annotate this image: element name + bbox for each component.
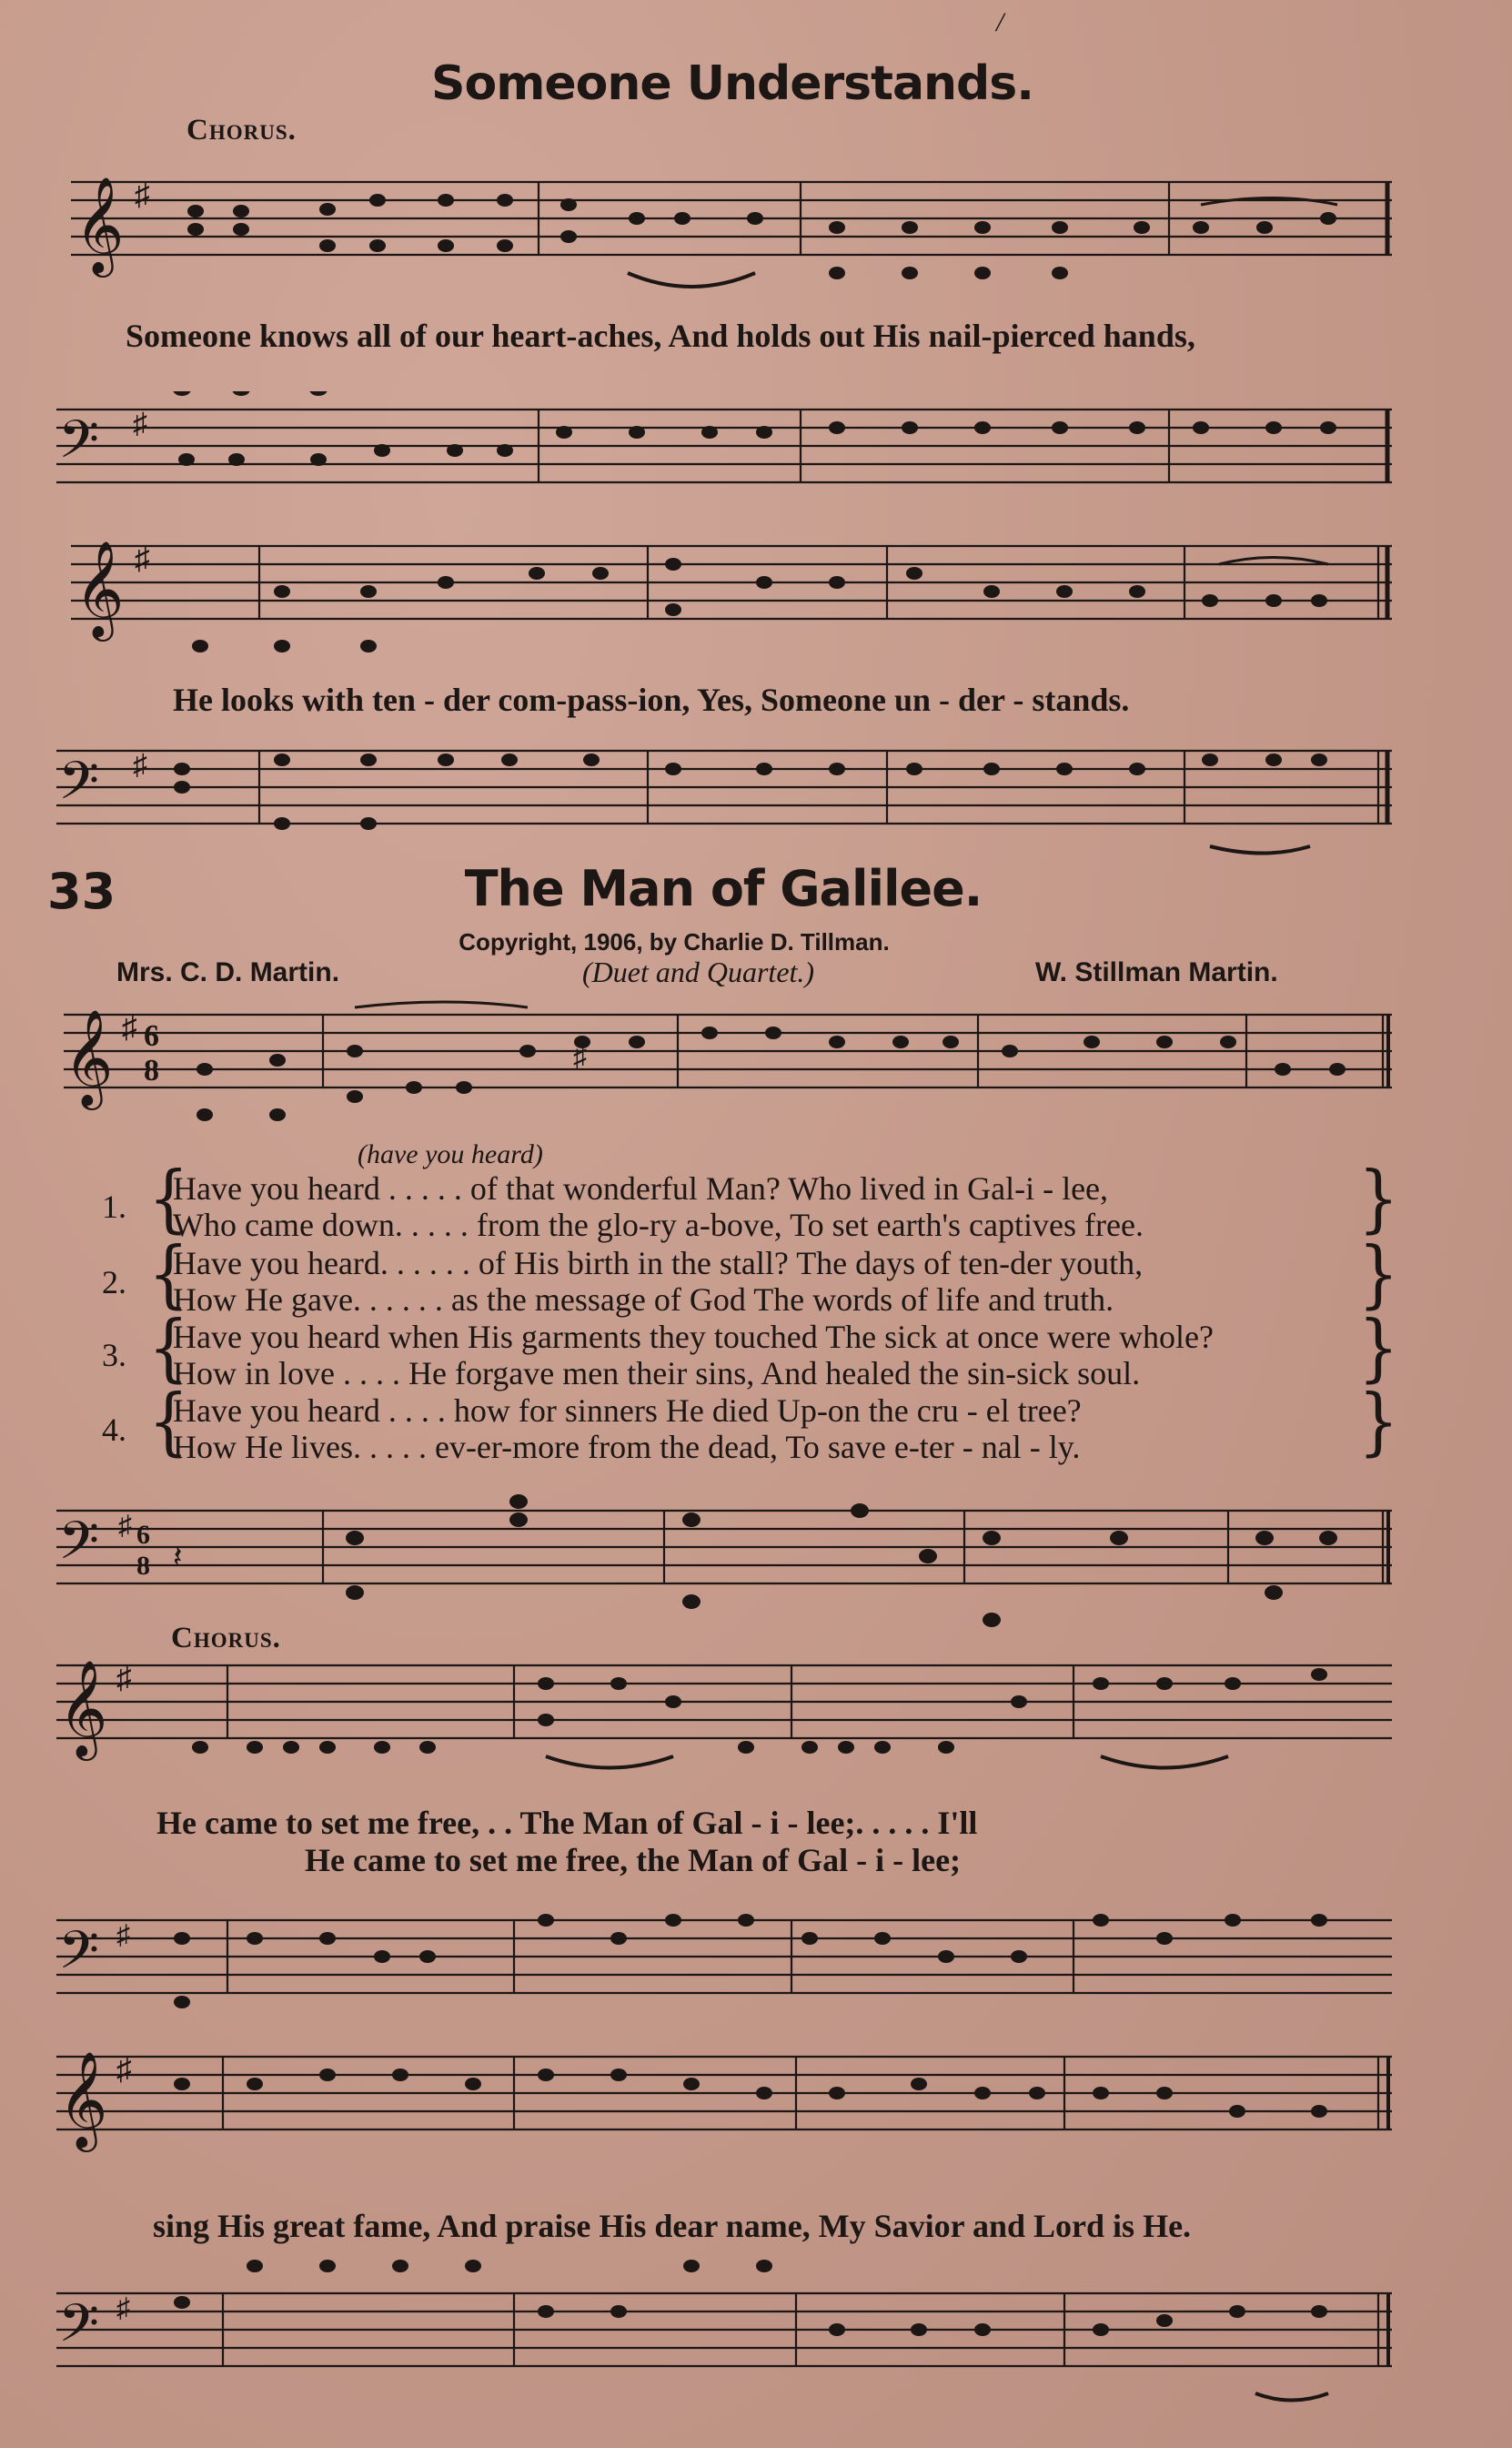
hymn-a-chorus-label: Chorus. [186, 114, 297, 147]
echo-note: (have you heard) [358, 1139, 543, 1169]
brace-verse-3-right: } [1358, 1304, 1399, 1391]
arrangement-note: (Duet and Quartet.) [582, 956, 815, 988]
svg-text:𝄞: 𝄞 [58, 1659, 108, 1756]
svg-text:♯: ♯ [118, 1511, 132, 1541]
music-staff-treble [0, 996, 1512, 1151]
music-staff-bass [0, 1474, 1512, 1629]
lyricist-credit: Mrs. C. D. Martin. [116, 957, 340, 987]
verse-2-line-1: Have you heard. . . . . . of His birth in the stall? The days of ten-der youth, [173, 1245, 1144, 1281]
brace-verse-1: { [148, 1155, 189, 1242]
svg-text:𝄞: 𝄞 [75, 176, 125, 273]
svg-text:8: 8 [136, 1551, 150, 1581]
svg-text:𝄢: 𝄢 [58, 1510, 100, 1584]
verse-number-4: 4. [102, 1411, 126, 1448]
stray-mark: / [996, 7, 1004, 37]
brace-verse-1-right: } [1358, 1155, 1399, 1242]
verse-3-line-2: How in love . . . . He forgave men their sins, And healed the sin-sick soul. [173, 1355, 1141, 1391]
svg-text:6: 6 [144, 1019, 159, 1053]
svg-text:♯: ♯ [573, 1042, 587, 1072]
verse-number-2: 2. [102, 1264, 126, 1300]
music-staff-treble [0, 1647, 1512, 1802]
svg-text:♯: ♯ [135, 178, 150, 212]
hymn-a-title: Someone Understands. [431, 56, 1033, 111]
svg-text:♯: ♯ [133, 748, 147, 781]
verse-number-3: 3. [102, 1337, 126, 1373]
chorus-line-2: sing His great fame, And praise His dear name, My Savior and Lord is He. [153, 2208, 1192, 2244]
music-staff-bass [0, 1884, 1512, 2038]
brace-verse-3: { [148, 1304, 189, 1391]
svg-text:𝄢: 𝄢 [58, 2292, 100, 2367]
svg-text:𝄽: 𝄽 [173, 1541, 183, 1574]
svg-text:8: 8 [144, 1054, 159, 1087]
svg-text:𝄞: 𝄞 [75, 540, 125, 637]
verse-number-1: 1. [102, 1189, 126, 1225]
music-staff-bass [0, 2257, 1512, 2421]
svg-text:♯: ♯ [135, 542, 150, 576]
hymn-a-lyrics-line-1: Someone knows all of our heart-aches, And holds out His nail-pierced hands, [126, 318, 1195, 354]
svg-text:𝄞: 𝄞 [64, 1008, 114, 1106]
svg-text:𝄞: 𝄞 [58, 2050, 108, 2148]
music-staff-bass [0, 391, 1512, 528]
music-staff-treble [0, 528, 1512, 673]
verse-1-line-2: Who came down. . . . . from the glo-ry a-bove, To set earth's captives free. [173, 1207, 1144, 1243]
hymn-number: 33 [47, 863, 116, 920]
music-staff-bass [0, 733, 1512, 869]
svg-text:𝄢: 𝄢 [58, 1919, 100, 1994]
svg-text:♯: ♯ [116, 1920, 130, 1950]
brace-verse-4: { [148, 1378, 189, 1465]
composer-credit: W. Stillman Martin. [1035, 957, 1278, 987]
copyright-notice: Copyright, 1906, by Charlie D. Tillman. [459, 928, 890, 956]
hymn-b-title: The Man of Galilee. [464, 860, 983, 917]
svg-text:♯: ♯ [133, 407, 147, 440]
verse-1-line-1: Have you heard . . . . . of that wonderful Man? Who lived in Gal-i - lee, [173, 1170, 1109, 1207]
brace-verse-2-right: } [1358, 1230, 1399, 1318]
hymn-b-chorus-label: Chorus. [171, 1622, 281, 1654]
svg-text:♯: ♯ [122, 1011, 137, 1045]
verse-3-line-1: Have you heard when His garments they touched The sick at once were whole? [173, 1319, 1214, 1355]
svg-text:𝄢: 𝄢 [58, 409, 100, 483]
svg-text:♯: ♯ [116, 1662, 132, 1695]
chorus-line-1-alt: He came to set me free, the Man of Gal - i - lee; [305, 1842, 962, 1878]
svg-text:♯: ♯ [116, 2053, 132, 2087]
chorus-line-1: He came to set me free, . . The Man of Gal - i - lee;. . . . . I'll [156, 1805, 978, 1841]
brace-verse-2: { [148, 1230, 189, 1318]
brace-verse-4-right: } [1358, 1378, 1399, 1465]
svg-text:♯: ♯ [116, 2293, 130, 2323]
music-staff-treble [0, 2038, 1512, 2193]
hymn-a-lyrics-line-2: He looks with ten - der com-pass-ion, Yes, Someone un - der - stands. [173, 682, 1130, 718]
svg-text:6: 6 [136, 1520, 150, 1550]
music-staff-treble [0, 164, 1512, 309]
verse-2-line-2: How He gave. . . . . . as the message of God The words of life and truth. [173, 1281, 1114, 1318]
verse-4-line-1: Have you heard . . . . how for sinners He died Up-on the cru - el tree? [173, 1392, 1082, 1429]
verse-4-line-2: How He lives. . . . . ev-er-more from the dead, To save e-ter - nal - ly. [173, 1429, 1081, 1465]
svg-text:𝄢: 𝄢 [58, 750, 100, 824]
